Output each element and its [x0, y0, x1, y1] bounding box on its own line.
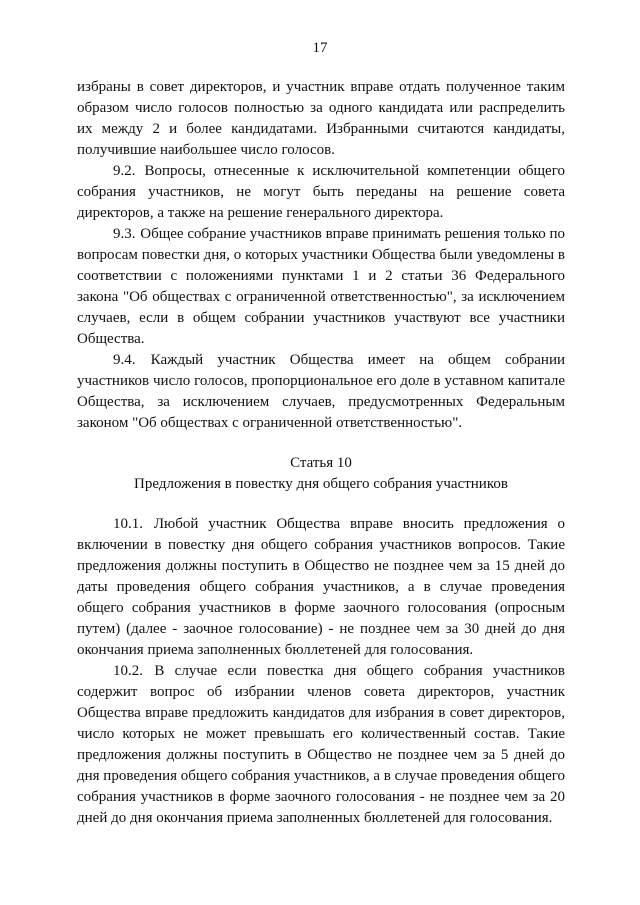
article-title: Предложения в повестку дня общего собрания участников	[134, 476, 508, 492]
paragraph-number: 9.4.	[113, 352, 136, 368]
paragraph-number: 10.1.	[113, 516, 143, 532]
article-number: Статья 10	[290, 455, 352, 471]
paragraph-number: 9.2.	[113, 163, 136, 179]
paragraph-10-1	[77, 514, 565, 661]
paragraph-9-3	[77, 224, 565, 350]
paragraph-text: Каждый участник Общества имеет на общем собрании участников число голосов, пропорциональное его доле в уставном капитале Общества, за исключением случаев, предусмотренных Федеральным законом "Об обществах с ограниченной ответственностью".	[77, 352, 566, 431]
page-number: 17	[312, 40, 328, 56]
paragraph-text: В случае если повестка дня общего собрания участников содержит вопрос об избрании членов совета директоров, участник Общества вправе предложить кандидатов для избрания в совет директоров, число которых не может превышать его количественный состав. Такие предложения должны поступить в Общество не позднее чем за 5 дней до дня проведения общего собрания участников, а в случае проведения общего собрания участников в форме заочного голосования - не позднее чем за 20 дней до дня окончания приема заполненных бюллетеней для голосования.	[77, 663, 566, 826]
paragraph-9-4	[77, 350, 565, 434]
paragraph-number: 10.2.	[113, 663, 143, 679]
paragraph-text: Вопросы, отнесенные к исключительной компетенции общего собрания участников, не могут быть переданы на решение совета директоров, а также на решение генерального директора.	[77, 163, 565, 221]
paragraph-text: избраны в совет директоров, и участник вправе отдать полученное таким образом число голосов полностью за одного кандидата или распределить их между 2 и более кандидатами. Избранными считаются кандидаты, получившие наибольшее число голосов.	[77, 79, 565, 158]
paragraph-9-2	[77, 161, 565, 224]
document-body	[77, 77, 565, 829]
paragraph-10-2	[77, 661, 565, 829]
paragraph-text: Любой участник Общества вправе вносить предложения о включении в повестку дня общего собрания участников вопросов. Такие предложения должны поступить в Общество не позднее чем за 15 дней до даты проведения общего собрания участников, а в случае проведения общего собрания участников в форме заочного голосования (опросным путем) (далее - заочное голосование) - не позднее чем за 30 дней до дня окончания приема заполненных бюллетеней для голосования.	[77, 516, 565, 658]
paragraph-number: 9.3.	[113, 226, 136, 242]
paragraph-9-1-continuation	[77, 77, 565, 161]
paragraph-text: Общее собрание участников вправе принимать решения только по вопросам повестки дня, о которых участники Общества были уведомлены в соответствии с положениями пунктами 1 и 2 статьи 36 Федерального закона "Об обществах с ограниченной ответственностью", за исключением случаев, если в общем собрании участников участвуют все участники Общества.	[77, 226, 566, 347]
